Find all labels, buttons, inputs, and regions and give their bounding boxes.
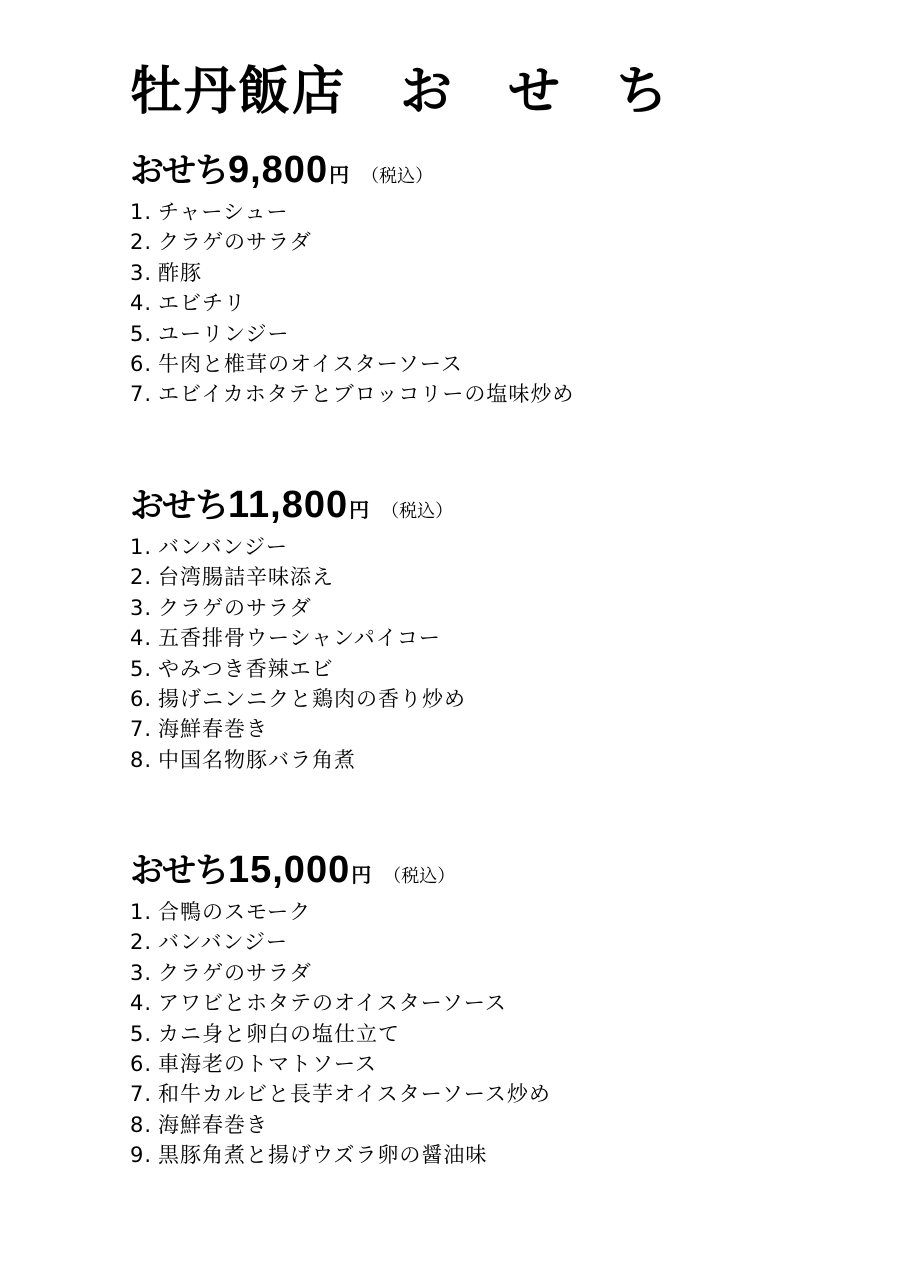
course-section-11800 bbox=[130, 478, 870, 775]
dish-name: エビチリ bbox=[158, 291, 246, 316]
yen-label: 円 bbox=[351, 863, 372, 887]
item-number: 8. bbox=[130, 1112, 153, 1137]
list-item bbox=[130, 714, 870, 744]
item-number: 6. bbox=[130, 351, 153, 376]
course-section-15000 bbox=[130, 843, 870, 1171]
item-number: 4. bbox=[130, 626, 153, 651]
dish-name: 合鴨のスモーク bbox=[158, 900, 312, 924]
item-number: 4. bbox=[130, 291, 153, 316]
list-item bbox=[130, 927, 870, 957]
list-item bbox=[130, 562, 870, 592]
dish-name: バンバンジー bbox=[158, 535, 289, 559]
list-item bbox=[130, 1079, 870, 1109]
course-header bbox=[130, 143, 870, 189]
item-number: 7. bbox=[130, 382, 153, 407]
course-price: 11,800 bbox=[227, 484, 349, 526]
dish-name: 海鮮春巻き bbox=[158, 717, 268, 742]
course-name: おせち bbox=[130, 151, 228, 191]
item-number: 2. bbox=[130, 230, 153, 255]
dish-list bbox=[130, 532, 870, 775]
list-item bbox=[130, 349, 870, 379]
item-number: 2. bbox=[130, 565, 153, 590]
dish-name: 台湾腸詰辛味添え bbox=[158, 565, 334, 590]
dish-name: クラゲのサラダ bbox=[158, 595, 312, 620]
list-item bbox=[130, 1140, 870, 1170]
item-number: 7. bbox=[130, 1082, 153, 1107]
item-number: 5. bbox=[130, 321, 153, 346]
list-item bbox=[130, 197, 870, 227]
item-number: 6. bbox=[130, 1051, 153, 1076]
dish-name: エビイカホタテとブロッコリーの塩味炒め bbox=[158, 382, 575, 407]
list-item bbox=[130, 958, 870, 988]
item-number: 3. bbox=[130, 260, 153, 285]
dish-name: 酢豚 bbox=[158, 260, 202, 285]
list-item bbox=[130, 654, 870, 684]
list-item bbox=[130, 684, 870, 714]
list-item bbox=[130, 532, 870, 562]
dish-name: 和牛カルビと長芋オイスターソース炒め bbox=[158, 1082, 551, 1107]
course-header bbox=[130, 478, 870, 524]
dish-name: 中国名物豚バラ角煮 bbox=[158, 747, 356, 772]
tax-note: （税込） bbox=[383, 866, 456, 887]
dish-name: 五香排骨ウーシャンパイコー bbox=[158, 626, 441, 651]
item-number: 3. bbox=[130, 960, 153, 985]
item-number: 2. bbox=[130, 930, 153, 955]
course-section-9800 bbox=[130, 143, 870, 410]
item-number: 7. bbox=[130, 717, 153, 742]
item-number: 8. bbox=[130, 747, 153, 772]
list-item bbox=[130, 1019, 870, 1049]
dish-name: アワビとホタテのオイスターソース bbox=[158, 991, 507, 1016]
yen-label: 円 bbox=[349, 498, 370, 522]
dish-name: やみつき香辣エビ bbox=[158, 656, 334, 681]
item-number: 1. bbox=[130, 535, 153, 559]
item-number: 5. bbox=[130, 656, 153, 681]
course-name: おせち bbox=[130, 851, 228, 891]
list-item bbox=[130, 258, 870, 288]
list-item bbox=[130, 623, 870, 653]
tax-note: （税込） bbox=[381, 501, 454, 522]
item-number: 5. bbox=[130, 1021, 153, 1046]
item-number: 4. bbox=[130, 991, 153, 1016]
dish-name: チャーシュー bbox=[158, 200, 289, 224]
list-item bbox=[130, 1049, 870, 1079]
list-item bbox=[130, 288, 870, 318]
list-item bbox=[130, 745, 870, 775]
item-number: 1. bbox=[130, 200, 153, 224]
course-name: おせち bbox=[130, 486, 228, 526]
item-number: 1. bbox=[130, 900, 153, 924]
course-price: 15,000 bbox=[227, 849, 351, 891]
dish-list bbox=[130, 897, 870, 1171]
dish-list bbox=[130, 197, 870, 410]
list-item bbox=[130, 379, 870, 409]
list-item bbox=[130, 319, 870, 349]
list-item bbox=[130, 593, 870, 623]
yen-label: 円 bbox=[329, 163, 350, 187]
list-item bbox=[130, 1110, 870, 1140]
dish-name: 揚げニンニクと鶏肉の香り炒め bbox=[158, 686, 466, 711]
dish-name: ユーリンジー bbox=[158, 321, 290, 346]
item-number: 6. bbox=[130, 686, 153, 711]
list-item bbox=[130, 897, 870, 927]
dish-name: 黒豚角煮と揚げウズラ卵の醤油味 bbox=[158, 1143, 488, 1168]
dish-name: カニ身と卵白の塩仕立て bbox=[158, 1021, 400, 1046]
course-header bbox=[130, 843, 870, 889]
dish-name: クラゲのサラダ bbox=[158, 960, 312, 985]
dish-name: 海鮮春巻き bbox=[158, 1112, 268, 1137]
dish-name: 車海老のトマトソース bbox=[158, 1051, 377, 1076]
item-number: 3. bbox=[130, 595, 153, 620]
list-item bbox=[130, 227, 870, 257]
tax-note: （税込） bbox=[361, 166, 434, 187]
dish-name: クラゲのサラダ bbox=[158, 230, 312, 255]
item-number: 9. bbox=[130, 1143, 153, 1168]
page-title: 牡丹飯店 お せ ち bbox=[130, 62, 671, 122]
list-item bbox=[130, 988, 870, 1018]
course-price: 9,800 bbox=[227, 149, 329, 191]
dish-name: 牛肉と椎茸のオイスターソース bbox=[158, 351, 463, 376]
dish-name: バンバンジー bbox=[158, 930, 289, 955]
